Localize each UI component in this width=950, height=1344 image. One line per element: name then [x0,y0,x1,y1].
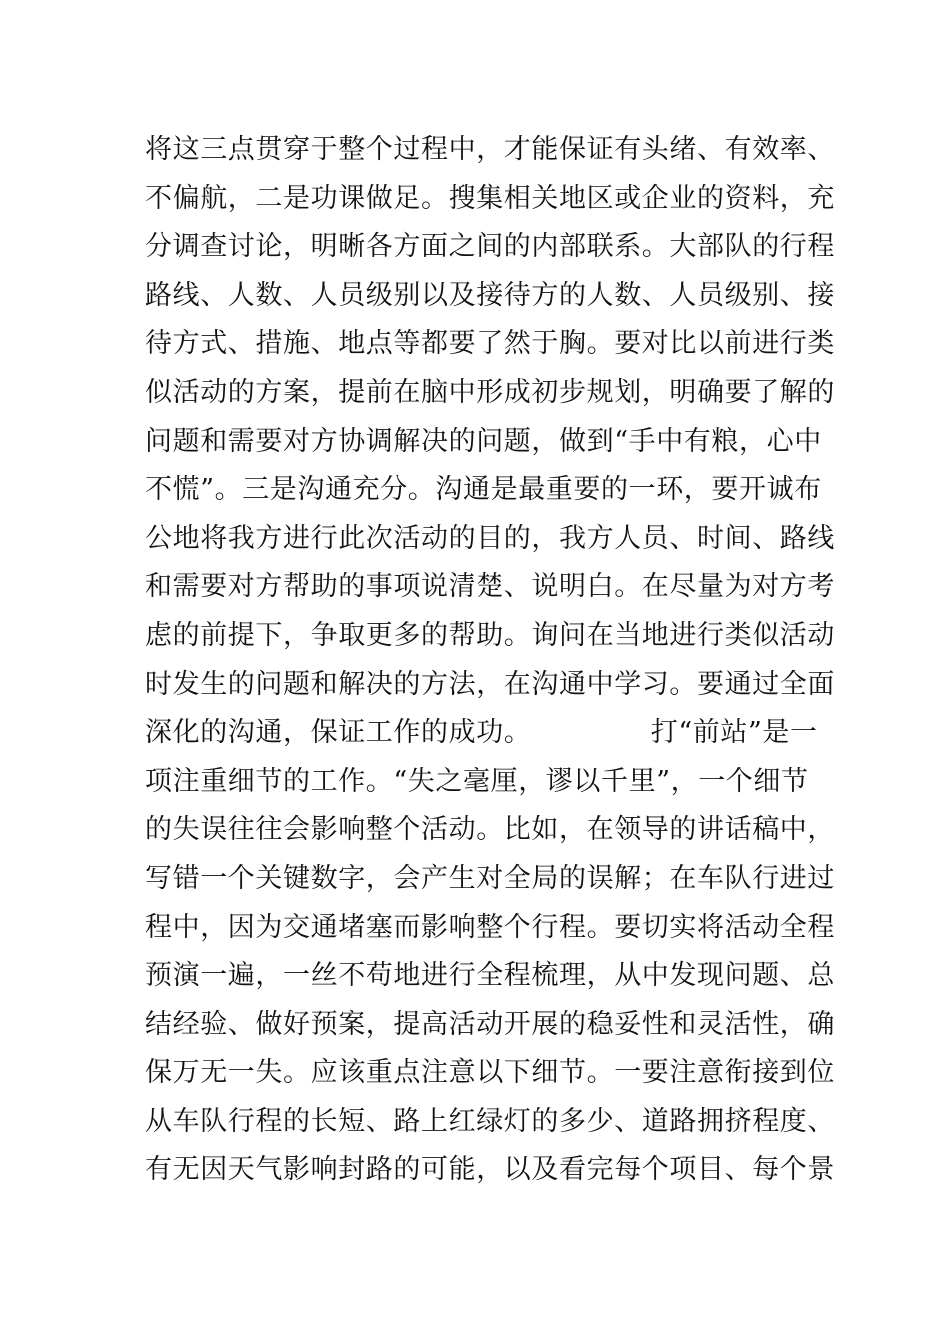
text-line-14: 项注重细节的工作。“失之毫厘，谬以千里”，一个细节 [145,765,809,797]
text-line-16: 写错一个关键数字，会产生对全局的误解；在车队行进过 [145,862,835,894]
text-line-6: 似活动的方案，提前在脑中形成初步规划，明确要了解的 [145,376,835,408]
text-line-9: 公地将我方进行此次活动的目的，我方人员、时间、路线 [145,522,835,554]
text-line-1: 将这三点贯穿于整个过程中，才能保证有头绪、有效率、 [145,134,835,165]
text-line-3: 分调查讨论，明晰各方面之间的内部联系。大部队的行程 [145,231,835,263]
text-line-22: 有无因天气影响封路的可能，以及看完每个项目、每个景 [145,1154,835,1186]
text-line-19: 结经验、做好预案，提高活动开展的稳妥性和灵活性，确 [145,1008,835,1040]
text-line-12: 时发生的问题和解决的方法，在沟通中学习。要通过全面 [145,668,835,700]
text-line-13: 深化的沟通，保证工作的成功。 打“前站”是一 [145,717,818,749]
text-line-2: 不偏航，二是功课做足。搜集相关地区或企业的资料，充 [145,182,835,214]
text-line-20: 保万无一失。应该重点注意以下细节。一要注意衔接到位 [145,1057,835,1089]
text-line-15: 的失误往往会影响整个活动。比如，在领导的讲话稿中， [145,814,835,846]
text-line-21: 从车队行程的长短、路上红绿灯的多少、道路拥挤程度、 [145,1105,835,1137]
text-line-4: 路线、人数、人员级别以及接待方的人数、人员级别、接 [145,279,835,311]
text-line-18: 预演一遍，一丝不苟地进行全程梳理，从中发现问题、总 [145,960,835,992]
text-line-17: 程中，因为交通堵塞而影响整个行程。要切实将活动全程 [145,911,835,943]
text-line-7: 问题和需要对方协调解决的问题，做到“手中有粮，心中 [145,425,822,457]
body-text [145,126,835,1195]
text-line-8: 不慌”。三是沟通充分。沟通是最重要的一环，要开诚布 [145,474,822,506]
text-line-5: 待方式、措施、地点等都要了然于胸。要对比以前进行类 [145,328,835,360]
text-line-10: 和需要对方帮助的事项说清楚、说明白。在尽量为对方考 [145,571,835,603]
text-line-11: 虑的前提下，争取更多的帮助。询问在当地进行类似活动 [145,619,835,651]
